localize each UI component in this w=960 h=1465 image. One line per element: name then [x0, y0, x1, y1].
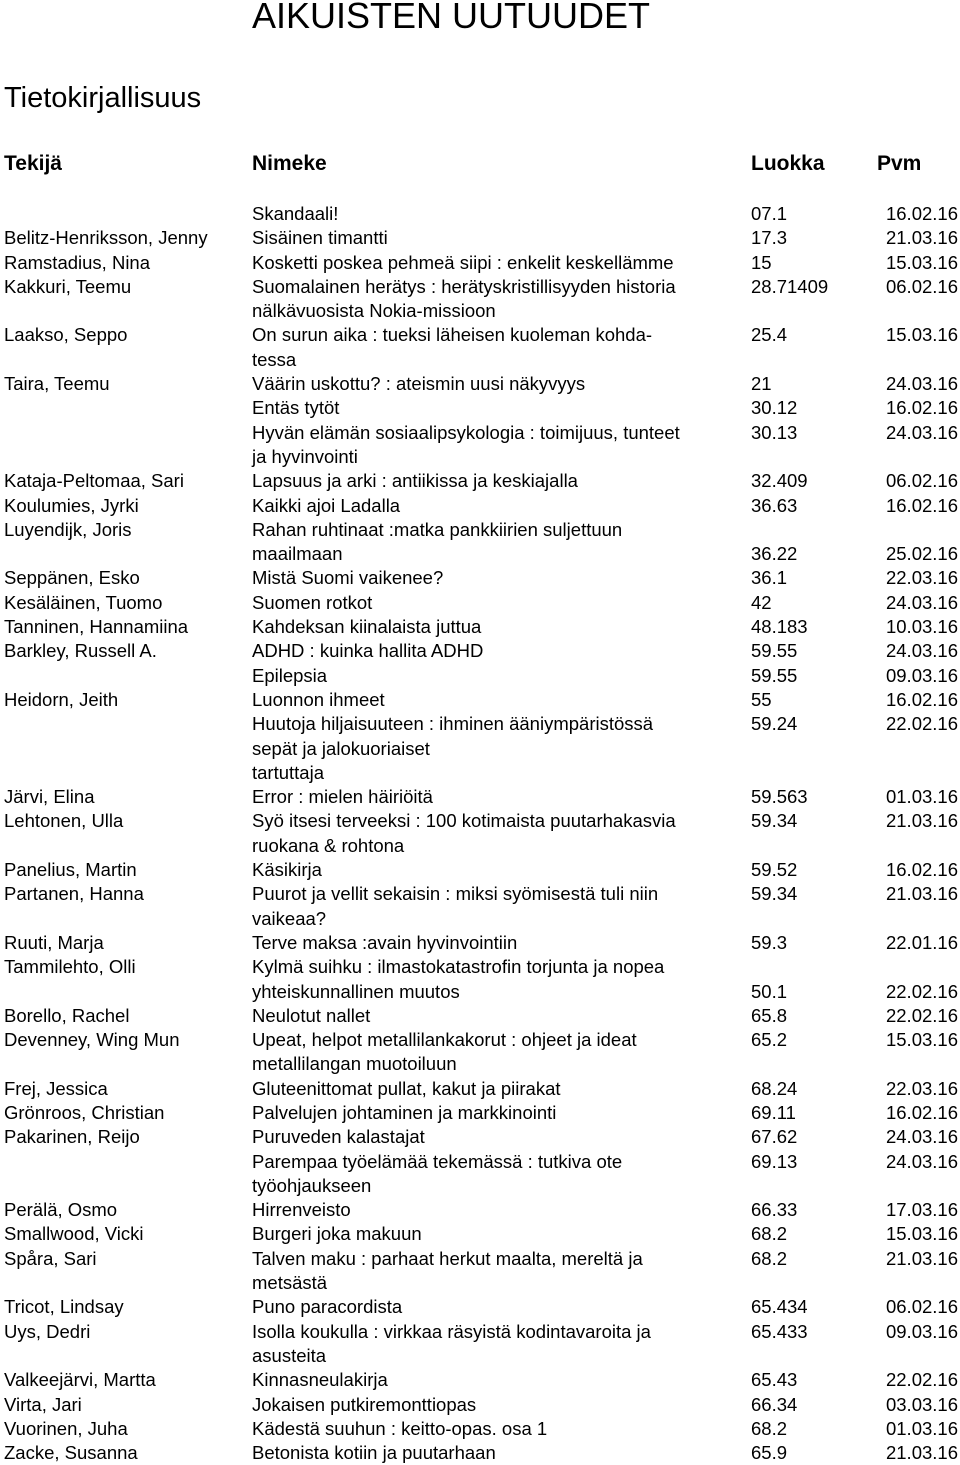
row-title-line: yhteiskunnallinen muutos — [252, 980, 460, 1002]
row-title — [252, 518, 742, 567]
row-title — [252, 955, 742, 1004]
row-luokka: 68.2 — [751, 1247, 788, 1269]
row-pvm: 25.02.16 — [885, 543, 958, 565]
row-title-line: Neulotut nallet — [252, 1004, 371, 1026]
row-luokka: 15 — [751, 251, 772, 273]
row-author: Tricot, Lindsay — [4, 1296, 124, 1318]
table-row — [0, 639, 960, 663]
row-title-line: Väärin uskottu? : ateismin uusi näkyvyys — [252, 373, 586, 395]
row-luokka: 50.1 — [751, 980, 788, 1002]
row-pvm: 24.03.16 — [885, 591, 958, 613]
row-title-line: Mistä Suomi vaikenee? — [252, 567, 444, 589]
row-author: Ramstadius, Nina — [4, 251, 151, 273]
row-author: Laakso, Seppo — [4, 324, 128, 346]
row-luokka: 59.563 — [751, 786, 808, 808]
row-title — [252, 664, 742, 688]
row-pvm: 16.02.16 — [885, 859, 958, 881]
row-luokka: 68.2 — [751, 1417, 788, 1439]
row-author: Smallwood, Vicki — [4, 1223, 144, 1245]
row-title-line: Epilepsia — [252, 664, 328, 686]
row-title — [252, 202, 742, 226]
table-row — [0, 396, 960, 420]
table-row — [0, 226, 960, 250]
row-pvm: 21.03.16 — [885, 1442, 958, 1464]
row-author: Devenney, Wing Mun — [4, 1029, 180, 1051]
row-title-line: ruokana & rohtona — [252, 834, 405, 856]
row-title — [252, 712, 742, 785]
row-title — [252, 1247, 742, 1296]
table-row — [0, 1101, 960, 1125]
row-title-line: Kädestä suuhun : keitto-opas. osa 1 — [252, 1417, 548, 1439]
row-luokka: 59.34 — [751, 810, 798, 832]
row-title-line: Parempaa työelämää tekemässä : tutkiva ote — [252, 1150, 623, 1172]
table-row — [0, 1417, 960, 1441]
row-pvm: 16.02.16 — [885, 203, 958, 224]
table-row — [0, 494, 960, 518]
column-header-tekija: Tekijä — [4, 152, 62, 175]
row-title — [252, 591, 742, 615]
row-title — [252, 1101, 742, 1125]
row-title — [252, 226, 742, 250]
row-author: Grönroos, Christian — [4, 1101, 165, 1123]
column-header-pvm: Pvm — [877, 152, 922, 175]
row-pvm: 09.03.16 — [885, 1320, 958, 1342]
row-pvm: 16.02.16 — [885, 688, 958, 710]
row-luokka: 65.434 — [751, 1296, 808, 1318]
table-row — [0, 809, 960, 858]
row-luokka: 42 — [751, 591, 772, 613]
row-title-line: työohjaukseen — [252, 1174, 372, 1196]
row-author: Frej, Jessica — [4, 1077, 108, 1099]
row-luokka: 32.409 — [751, 470, 808, 492]
row-title — [252, 809, 742, 858]
row-title-line: Kosketti poskea pehmeä siipi : enkelit keskellämme — [252, 251, 674, 273]
row-author: Uys, Dedri — [4, 1320, 91, 1342]
row-pvm: 01.03.16 — [885, 1417, 958, 1439]
row-title-line: Gluteenittomat pullat, kakut ja piirakat — [252, 1077, 561, 1099]
row-author: Zacke, Susanna — [4, 1442, 138, 1464]
table-row — [0, 664, 960, 688]
row-luokka: 17.3 — [751, 227, 788, 249]
row-title — [252, 1028, 742, 1077]
row-title-line: On surun aika : tueksi läheisen kuoleman kohda- — [252, 324, 653, 346]
row-title — [252, 566, 742, 590]
row-title-line: Suomalainen herätys : herätyskristillisyyden historia — [252, 275, 676, 297]
row-author: Lehtonen, Ulla — [4, 810, 124, 832]
row-author: Partanen, Hanna — [4, 883, 144, 905]
row-luokka: 68.2 — [751, 1223, 788, 1245]
table-row — [0, 421, 960, 470]
row-title-line: Kylmä suihku : ilmastokatastrofin torjunta ja nopea — [252, 956, 665, 978]
table-row — [0, 275, 960, 324]
book-list — [0, 202, 960, 1465]
row-pvm: 17.03.16 — [885, 1199, 958, 1221]
row-luokka: 65.8 — [751, 1004, 788, 1026]
table-row — [0, 202, 960, 226]
row-luokka: 69.13 — [751, 1150, 798, 1172]
row-title-line: Kinnasneulakirja — [252, 1369, 388, 1391]
table-row — [0, 1150, 960, 1199]
row-pvm: 24.03.16 — [885, 373, 958, 395]
row-pvm: 22.01.16 — [885, 931, 958, 953]
row-author: Koulumies, Jyrki — [4, 494, 139, 516]
table-header — [0, 150, 960, 178]
row-title-line: Hirrenveisto — [252, 1199, 351, 1221]
row-title — [252, 1393, 742, 1417]
row-pvm: 15.03.16 — [885, 251, 958, 273]
row-pvm: 24.03.16 — [885, 1150, 958, 1172]
row-luokka: 59.3 — [751, 931, 788, 953]
row-author: Seppänen, Esko — [4, 567, 140, 589]
table-row — [0, 785, 960, 809]
row-title-line: metsästä — [252, 1272, 328, 1294]
row-title — [252, 615, 742, 639]
section-subtitle: Tietokirjallisuus — [4, 82, 202, 114]
row-title — [252, 1150, 742, 1199]
row-author: Virta, Jari — [4, 1393, 82, 1415]
table-row — [0, 712, 960, 785]
row-luokka: 66.34 — [751, 1393, 798, 1415]
row-title-line: Lapsuus ja arki : antiikissa ja keskiajalla — [252, 470, 578, 492]
row-luokka: 36.1 — [751, 567, 788, 589]
row-luokka: 66.33 — [751, 1199, 798, 1221]
row-title-line: Sisäinen timantti — [252, 227, 388, 249]
row-title — [252, 251, 742, 275]
row-title — [252, 688, 742, 712]
row-title — [252, 421, 742, 470]
table-row — [0, 591, 960, 615]
row-title-line: Betonista kotiin ja puutarhaan — [252, 1442, 496, 1464]
row-pvm: 22.02.16 — [885, 1369, 958, 1391]
row-pvm: 24.03.16 — [885, 640, 958, 662]
row-luokka: 69.11 — [751, 1101, 796, 1123]
row-pvm: 21.03.16 — [885, 883, 958, 905]
row-title-line: Terve maksa :avain hyvinvointiin — [252, 931, 518, 953]
table-row — [0, 955, 960, 1004]
row-title — [252, 1417, 742, 1441]
row-title-line: Huutoja hiljaisuuteen : ihminen ääniympäristössä — [252, 713, 654, 735]
row-title — [252, 882, 742, 931]
row-title-line: ja hyvinvointi — [252, 445, 358, 467]
table-row — [0, 688, 960, 712]
row-title — [252, 1077, 742, 1101]
row-title-line: tessa — [252, 348, 297, 370]
table-row — [0, 1077, 960, 1101]
row-title — [252, 396, 742, 420]
table-row — [0, 1125, 960, 1149]
row-author: Perälä, Osmo — [4, 1199, 118, 1221]
row-luokka: 59.24 — [751, 713, 798, 735]
table-row — [0, 372, 960, 396]
row-title-line: asusteita — [252, 1344, 327, 1366]
row-author: Kesäläinen, Tuomo — [4, 591, 163, 613]
table-row — [0, 1247, 960, 1296]
row-author: Barkley, Russell A. — [4, 640, 157, 662]
row-luokka: 68.24 — [751, 1077, 798, 1099]
row-title-line: Error : mielen häiriöitä — [252, 786, 433, 808]
row-title-line: Isolla koukulla : virkkaa räsyistä kodintavaroita ja — [252, 1320, 651, 1342]
row-luokka: 59.52 — [751, 859, 798, 881]
row-author: Valkeejärvi, Martta — [4, 1369, 156, 1391]
row-title-line: Jokaisen putkiremonttiopas — [252, 1393, 477, 1415]
row-title-line: metallilangan muotoiluun — [252, 1053, 457, 1075]
row-author: Belitz-Henriksson, Jenny — [4, 227, 208, 249]
table-row — [0, 323, 960, 372]
row-title-line: Suomen rotkot — [252, 591, 373, 613]
row-title — [252, 1320, 742, 1369]
table-row — [0, 1368, 960, 1392]
table-row — [0, 518, 960, 567]
row-pvm: 06.02.16 — [885, 470, 958, 492]
row-title — [252, 858, 742, 882]
table-row — [0, 1393, 960, 1417]
row-pvm: 24.03.16 — [885, 421, 958, 443]
row-pvm: 15.03.16 — [885, 324, 958, 346]
row-luokka: 67.62 — [751, 1126, 798, 1148]
row-title — [252, 1198, 742, 1222]
row-title-line: Käsikirja — [252, 859, 322, 881]
row-pvm: 16.02.16 — [885, 494, 958, 516]
row-title — [252, 1368, 742, 1392]
row-title-line: Entäs tytöt — [252, 397, 340, 419]
row-author: Tanninen, Hannamiina — [4, 616, 189, 638]
row-pvm: 09.03.16 — [885, 664, 958, 686]
row-luokka: 36.63 — [751, 494, 798, 516]
row-pvm: 21.03.16 — [885, 810, 958, 832]
row-luokka: 65.2 — [751, 1029, 788, 1051]
row-pvm: 22.02.16 — [885, 980, 958, 1002]
row-pvm: 22.02.16 — [885, 1004, 958, 1026]
row-title-line: Puruveden kalastajat — [252, 1126, 425, 1148]
row-luokka: 59.55 — [751, 664, 798, 686]
row-title-line: sepät ja jalokuoriaiset — [252, 737, 430, 759]
row-title — [252, 1441, 742, 1465]
table-row — [0, 251, 960, 275]
row-title — [252, 494, 742, 518]
row-pvm: 16.02.16 — [885, 1101, 958, 1123]
row-title-line: Puurot ja vellit sekaisin : miksi syömisestä tuli niin — [252, 883, 659, 905]
row-pvm: 06.02.16 — [885, 1296, 958, 1318]
column-header-luokka: Luokka — [751, 152, 825, 175]
row-title — [252, 1222, 742, 1246]
row-author: Pakarinen, Reijo — [4, 1126, 140, 1148]
row-title — [252, 275, 742, 324]
row-luokka: 65.433 — [751, 1320, 808, 1342]
row-pvm: 15.03.16 — [885, 1223, 958, 1245]
row-title — [252, 323, 742, 372]
table-row — [0, 1320, 960, 1369]
row-pvm: 22.03.16 — [885, 567, 958, 589]
row-title-line: Kahdeksan kiinalaista juttua — [252, 616, 482, 638]
row-luokka: 59.34 — [751, 883, 798, 905]
row-pvm: 21.03.16 — [885, 1247, 958, 1269]
row-title-line: nälkävuosista Nokia-missioon — [252, 300, 496, 322]
row-luokka: 55 — [751, 688, 772, 710]
row-title-line: Syö itsesi terveeksi : 100 kotimaista puutarhakasvia — [252, 810, 676, 832]
row-title-line: Hyvän elämän sosiaalipsykologia : toimijuus, tunteet — [252, 421, 680, 443]
table-row — [0, 469, 960, 493]
row-title — [252, 1125, 742, 1149]
table-row — [0, 1295, 960, 1319]
table-row — [0, 1004, 960, 1028]
table-row — [0, 931, 960, 955]
row-luokka: 28.71409 — [751, 275, 829, 297]
row-pvm: 06.02.16 — [885, 275, 958, 297]
row-title-line: Upeat, helpot metallilankakorut : ohjeet ja ideat — [252, 1029, 637, 1051]
table-row — [0, 858, 960, 882]
row-author: Järvi, Elina — [4, 786, 95, 808]
row-author: Vuorinen, Juha — [4, 1417, 128, 1439]
row-pvm: 01.03.16 — [885, 786, 958, 808]
row-luokka: 65.9 — [751, 1442, 788, 1464]
row-pvm: 03.03.16 — [885, 1393, 958, 1415]
table-row — [0, 566, 960, 590]
row-author: Ruuti, Marja — [4, 931, 104, 953]
row-title — [252, 785, 742, 809]
table-row — [0, 1198, 960, 1222]
row-title — [252, 469, 742, 493]
row-title-line: Kaikki ajoi Ladalla — [252, 494, 401, 516]
row-title-line: Luonnon ihmeet — [252, 688, 385, 710]
row-title — [252, 1295, 742, 1319]
table-row — [0, 882, 960, 931]
row-title — [252, 1004, 742, 1028]
row-pvm: 22.02.16 — [885, 713, 958, 735]
row-author: Kakkuri, Teemu — [4, 275, 132, 297]
row-pvm: 22.03.16 — [885, 1077, 958, 1099]
row-author: Borello, Rachel — [4, 1004, 130, 1026]
row-title-line: Palvelujen johtaminen ja markkinointi — [252, 1101, 557, 1123]
row-luokka: 25.4 — [751, 324, 788, 346]
row-title-line: maailmaan — [252, 543, 343, 565]
row-pvm: 21.03.16 — [885, 227, 958, 249]
table-row — [0, 1028, 960, 1077]
column-header-nimeke: Nimeke — [252, 152, 327, 175]
row-pvm: 24.03.16 — [885, 1126, 958, 1148]
row-author: Spåra, Sari — [4, 1247, 97, 1269]
row-author: Tammilehto, Olli — [4, 956, 136, 978]
row-author: Kataja-Peltomaa, Sari — [4, 470, 184, 492]
table-row — [0, 615, 960, 639]
row-pvm: 16.02.16 — [885, 397, 958, 419]
row-title-line: tartuttaja — [252, 761, 324, 783]
row-luokka: 30.12 — [751, 397, 798, 419]
table-row — [0, 1441, 960, 1465]
row-luokka: 48.183 — [751, 616, 808, 638]
row-author: Heidorn, Jeith — [4, 688, 119, 710]
row-title-line: Rahan ruhtinaat :matka pankkiirien suljettuun — [252, 518, 623, 540]
row-title-line: Talven maku : parhaat herkut maalta, mereltä ja — [252, 1247, 643, 1269]
row-luokka: 21 — [751, 373, 772, 395]
row-pvm: 15.03.16 — [885, 1029, 958, 1051]
row-title-line: ADHD : kuinka hallita ADHD — [252, 640, 484, 662]
row-title-line: vaikeaa? — [252, 907, 327, 929]
row-title — [252, 372, 742, 396]
row-pvm: 10.03.16 — [885, 616, 958, 638]
row-luokka: 07.1 — [751, 203, 788, 224]
row-title-line: Burgeri joka makuun — [252, 1223, 422, 1245]
page-title: AIKUISTEN UUTUUDET — [252, 0, 651, 36]
row-luokka: 59.55 — [751, 640, 798, 662]
row-author: Panelius, Martin — [4, 859, 137, 881]
row-author: Luyendijk, Joris — [4, 518, 132, 540]
row-luokka: 30.13 — [751, 421, 798, 443]
row-title — [252, 639, 742, 663]
row-title — [252, 931, 742, 955]
row-luokka: 65.43 — [751, 1369, 798, 1391]
row-author: Taira, Teemu — [4, 373, 110, 395]
table-row — [0, 1222, 960, 1246]
row-luokka: 36.22 — [751, 543, 798, 565]
row-title-line: Skandaali! — [252, 203, 339, 224]
row-title-line: Puno paracordista — [252, 1296, 403, 1318]
